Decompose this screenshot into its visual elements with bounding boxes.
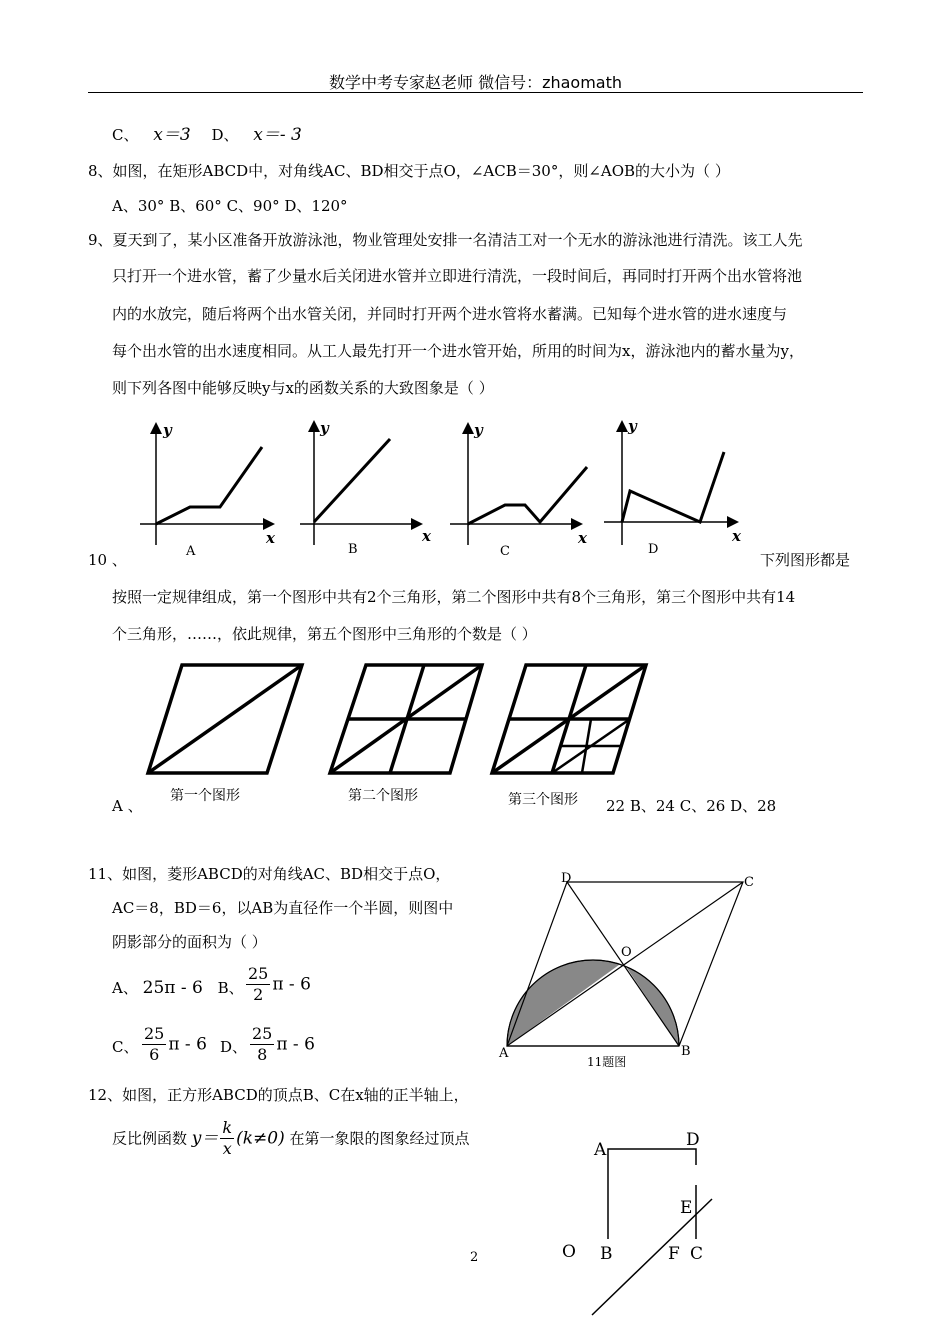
q11-option-b-denominator: 2 [253, 985, 264, 1004]
q9-line-2: 只打开一个进水管，蓄了少量水后关闭进水管并立即进行清洗，一段时间后，再同时打开两个出水管将池 [112, 267, 803, 285]
q12-line-2-pre: 反比例函数 [112, 1129, 188, 1148]
q9-line-4: 每个出水管的出水速度相同。从工人最先打开一个进水管开始，所用的时间为x，游泳池内的蓄水量为y， [112, 342, 804, 360]
q11-option-c-tail: π - 6 [168, 1034, 207, 1055]
q12-point-a: A [594, 1140, 607, 1160]
q10-line-2: 个三角形，……，依此规律，第五个图形中三角形的个数是（ ） [112, 625, 537, 643]
q11-option-d-fraction [250, 1024, 274, 1065]
q11-option-d-tail: π - 6 [276, 1034, 315, 1055]
q7-option-c-math: x＝3 [153, 125, 191, 145]
q12-point-o: O [562, 1242, 576, 1262]
q11-option-b-label: B、 [217, 979, 244, 997]
q11-option-b-fraction [246, 964, 270, 1005]
q9-graph-c [450, 421, 588, 559]
q7-option-c-label: C、 [112, 126, 139, 144]
q11-point-o: O [621, 945, 632, 960]
page-number: 2 [470, 1250, 479, 1265]
q12-point-e: E [680, 1198, 693, 1218]
q8-stem: 8、如图，在矩形ABCD中，对角线AC、BD相交于点O，∠ACB＝30°，则∠AOB的大小为（ ） [88, 162, 730, 180]
q12-math-y: y＝ [191, 1128, 219, 1149]
q10-line-1: 按照一定规律组成，第一个图形中共有2个三角形，第二个图形中共有8个三角形，第三个图形中共有14 [112, 588, 796, 606]
q7-option-d-label: D、 [211, 126, 239, 144]
q10-caption-2: 第二个图形 [348, 788, 418, 804]
q9-graph-d-caption: D [648, 542, 659, 557]
q11-line-3: 阴影部分的面积为（ ） [112, 933, 267, 951]
q11-option-d-numerator: 25 [252, 1024, 273, 1043]
q11-option-c-denominator: 6 [149, 1045, 160, 1064]
q9-line-5: 则下列各图中能够反映y与x的函数关系的大致图象是（ ） [112, 379, 494, 397]
q11-option-c-label: C、 [112, 1038, 139, 1056]
q9-graph-c-caption: C [500, 544, 510, 559]
q9-graph-b [300, 419, 432, 557]
q12-point-c: C [690, 1244, 704, 1264]
q11-figure-caption: 11题图 [587, 1055, 627, 1069]
q11-option-d-label: D、 [220, 1038, 248, 1056]
q7-options [112, 125, 302, 145]
q12-line-1: 12、如图，正方形ABCD的顶点B、C在x轴的正半轴上， [88, 1086, 469, 1104]
q11-option-a-label: A、 [112, 979, 138, 997]
q11-line-1: 11、如图，菱形ABCD的对角线AC、BD相交于点O， [88, 865, 451, 883]
q12-fraction [220, 1118, 234, 1159]
q11-line-2: AC＝8，BD＝6，以AB为直径作一个半圆，则图中 [112, 899, 454, 917]
q11-point-d: D [561, 871, 572, 886]
q11-option-c-numerator: 25 [144, 1024, 165, 1043]
q11-figure [495, 866, 775, 1071]
q9-graph-a-y-label: y [163, 421, 172, 439]
q9-graph-a [140, 421, 276, 559]
q11-option-d-math [248, 1024, 315, 1065]
q12-fraction-denominator: x [222, 1139, 232, 1158]
q9-graph-c-y-label: y [474, 421, 483, 439]
q9-graph-a-caption: A [186, 544, 196, 559]
q9-line-1: 9、夏天到了，某小区准备开放游泳池，物业管理处安排一名清洁工对一个无水的游泳池进行清洗。该工人先 [88, 231, 803, 249]
q10-figure-1 [148, 665, 302, 773]
q8-options: A、30° B、60° C、90° D、120° [112, 197, 348, 215]
q10-figure-3 [492, 665, 646, 773]
page-header: 数学中考专家赵老师 微信号：zhaomath [88, 70, 863, 93]
q10-option-a-label: A 、 [112, 797, 143, 815]
q10-figures [140, 660, 660, 785]
q10-tail: 下列图形都是 [760, 551, 851, 569]
q9-graph-b-x-label: x [422, 527, 431, 545]
q11-option-d-denominator: 8 [257, 1045, 268, 1064]
q10-caption-3: 第三个图形 [508, 792, 578, 808]
q11-option-a-math: 25π - 6 [142, 978, 203, 998]
q11-point-b: B [681, 1044, 691, 1059]
q9-graph-c-x-label: x [578, 529, 587, 547]
q9-graph-b-y-label: y [320, 419, 329, 437]
q11-option-c-math [140, 1024, 207, 1065]
q10-figure-2 [330, 665, 482, 773]
q11-options-ab [112, 978, 244, 998]
q12-point-f: F [668, 1244, 680, 1264]
q9-graph-d-x-label: x [732, 527, 741, 545]
q7-option-d-math: x＝- 3 [253, 125, 302, 145]
q9-graph-a-x-label: x [266, 529, 275, 547]
q9-line-3: 内的水放完，随后将两个出水管关闭，并同时打开两个进水管将水蓄满。已知每个进水管的进水速度与 [112, 305, 788, 323]
q12-point-b: B [600, 1244, 613, 1264]
q9-graphs [120, 415, 760, 560]
q11-option-b-numerator: 25 [248, 964, 269, 983]
q10-figure-3-inner [552, 719, 630, 773]
q12-line-2 [112, 1118, 470, 1159]
q11-point-c: C [744, 875, 754, 890]
q11-option-b-tail: π - 6 [272, 974, 311, 995]
q11-option-c-fraction [142, 1024, 166, 1065]
q9-graph-d-y-label: y [628, 417, 637, 435]
q11-point-a: A [499, 1046, 509, 1061]
q9-graph-d [604, 417, 742, 557]
q12-point-d: D [686, 1130, 700, 1150]
q12-fraction-numerator: k [222, 1118, 233, 1137]
q11-option-b-math [244, 964, 311, 1005]
q12-math-condition: (k≠0) [236, 1128, 285, 1149]
q10-number: 10 、 [88, 551, 127, 569]
q12-figure [560, 1125, 730, 1320]
q10-options-rest: 22 B、24 C、26 D、28 [606, 797, 777, 815]
q9-graph-b-caption: B [348, 542, 358, 557]
q10-caption-1: 第一个图形 [170, 788, 240, 804]
q12-line-2-post: 在第一象限的图象经过顶点 [289, 1129, 470, 1148]
